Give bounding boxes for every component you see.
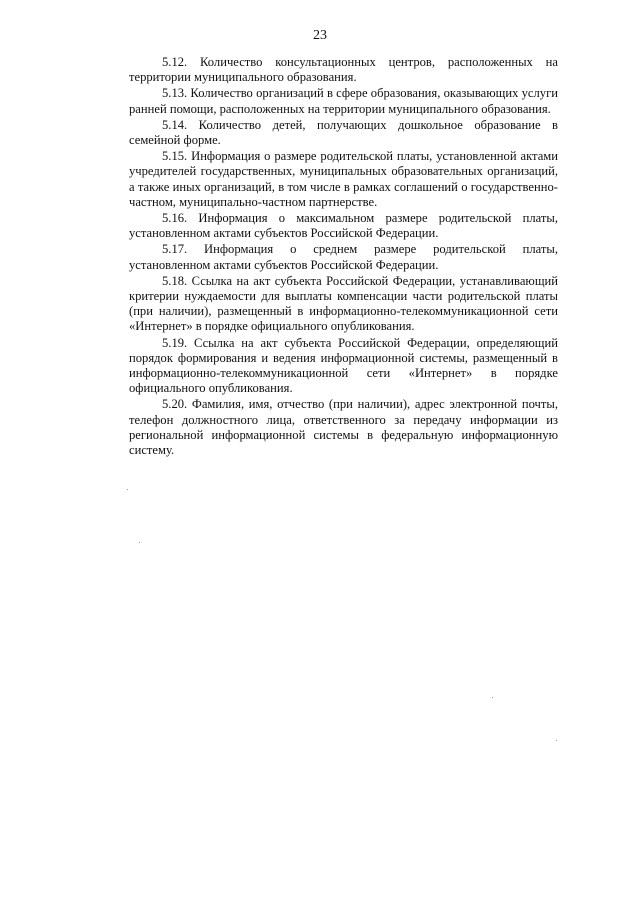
paragraph-5-12: 5.12. Количество консультационных центров, расположенных на территории муниципального образования. [129,55,558,85]
document-body [129,55,558,459]
paragraph-5-13: 5.13. Количество организаций в сфере образования, оказывающих услуги ранней помощи, расположенных на территории муниципального образования. [129,86,558,116]
paragraph-5-20: 5.20. Фамилия, имя, отчество (при наличии), адрес электронной почты, телефон должностного лица, ответственного за передачу информации из региональной информационной системы в федеральную информационную систему. [129,397,558,458]
paragraph-5-14: 5.14. Количество детей, получающих дошкольное образование в семейной форме. [129,117,558,148]
paragraph-5-19: 5.19. Ссылка на акт субъекта Российской Федерации, определяющий порядок формирования и ведения информационной системы, размещенный в информационно-телекоммуникационной сети «Интернет» в порядке официального опубликования. [129,335,558,396]
paragraph-5-17: 5.17. Информация о среднем размере родительской платы, установленном актами субъектов Российской Федерации. [129,242,558,272]
scan-speck [139,542,140,543]
scan-speck [127,489,128,490]
scan-speck [492,697,493,698]
paragraph-5-15: 5.15. Информация о размере родительской платы, установленной актами учредителей государственных, муниципальных образовательных организаций, а также иных организаций, в том числе в рамках соглашений о государственно-частном, муниципально-частном партнерстве. [129,149,558,209]
paragraph-5-18: 5.18. Ссылка на акт субъекта Российской Федерации, устанавливающий критерии нуждаемости для выплаты компенсации части родительской платы (при наличии), размещенный в информационно-телекоммуникационной сети «Интернет» в порядке официального опубликования. [129,273,558,334]
paragraph-5-16: 5.16. Информация о максимальном размере родительской платы, установленном актами субъектов Российской Федерации. [129,211,558,241]
page-number: 23 [313,28,327,43]
scan-speck [556,740,557,741]
